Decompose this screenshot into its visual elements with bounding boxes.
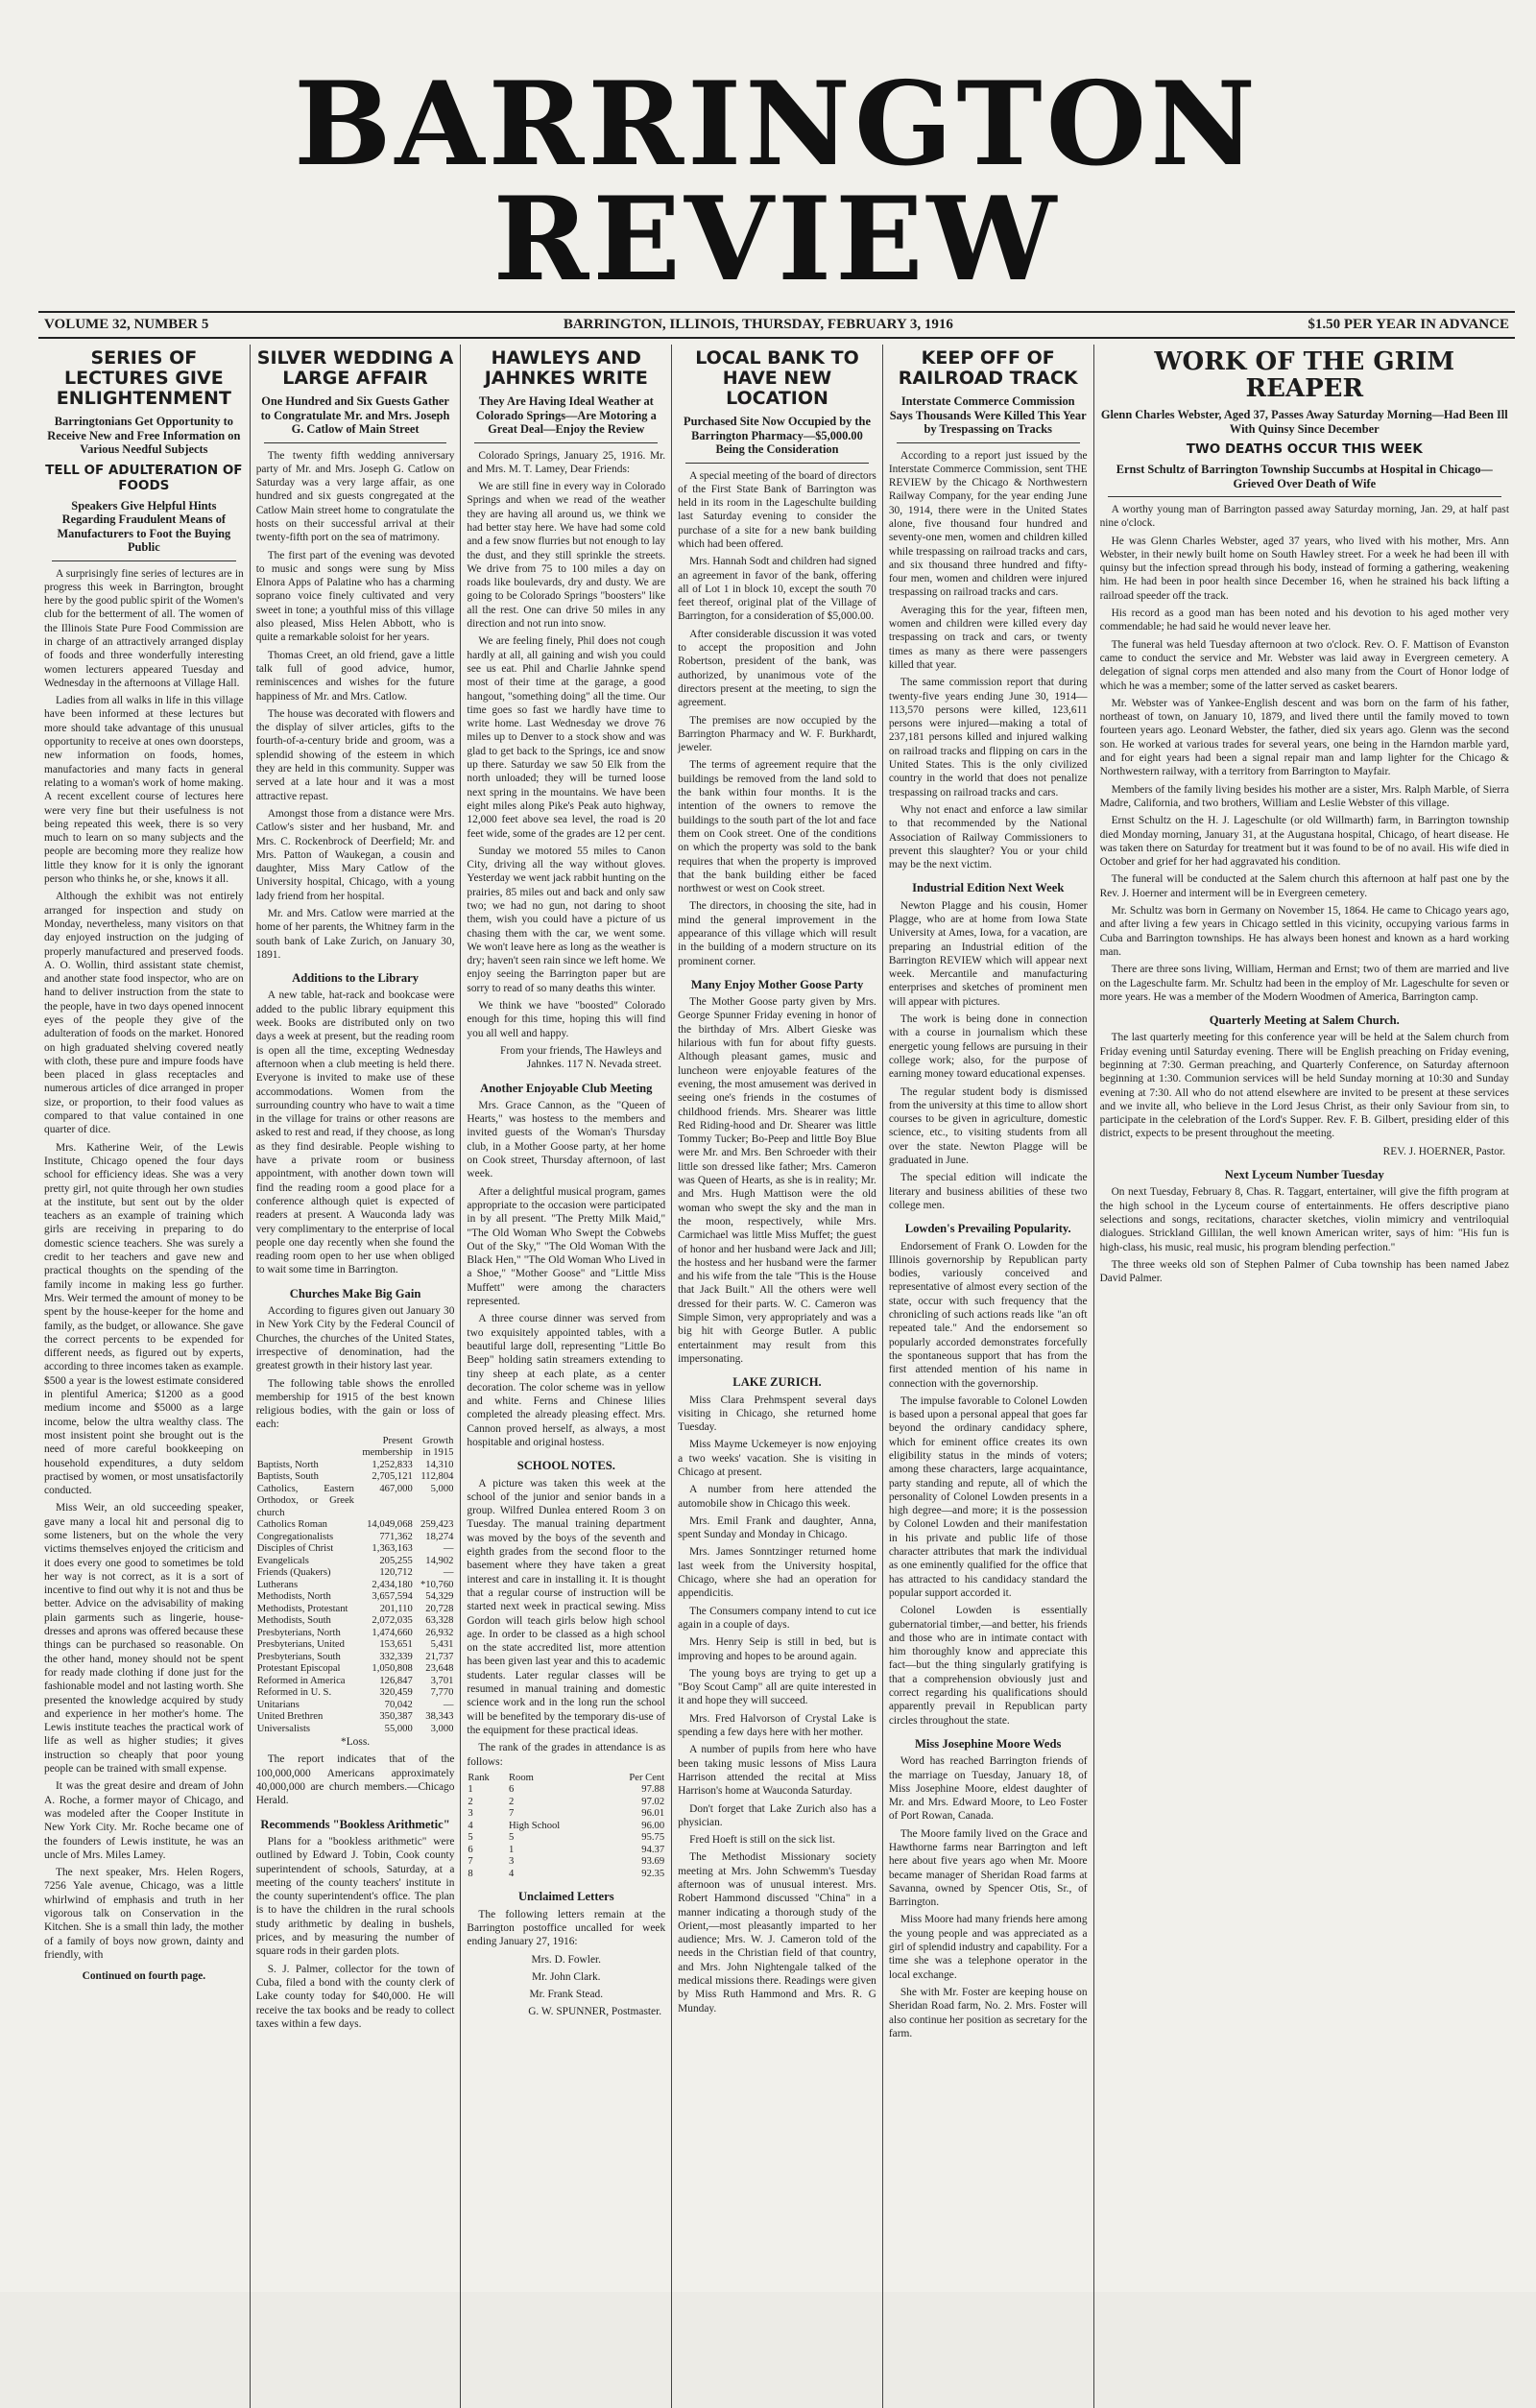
paragraph: The last quarterly meeting for this conference year will be held at the Salem church from Friday evening until Saturday evening. There will be English preaching on Friday evening, beginning at 7:30. German preaching, and Quarterly Conference, on Saturday afternoon beginning at 1:30. Communion services will be held Sunday morning at 10:30 and Sunday evening at 7:30. All who do not attend elsewhere are invited to be present at these services and we invite all, who believe in the Lord Jesus Christ, as their only Saviour from sin, to participate in the celebration of the Lord's Supper. Rev. F. B. Gilbert, presiding elder of this district, expects to be present throughout the meeting. [1099,1032,1509,1140]
table-cell: — [443,1543,454,1555]
paragraph: Mrs. Fred Halvorson of Crystal Lake is spending a few days here with her mother. [678,1712,876,1739]
table-cell: 92.35 [641,1868,665,1879]
table-cell: 1,050,808 [372,1663,413,1675]
table-cell: 2,705,121 [372,1471,413,1483]
table-row [256,1604,455,1616]
dateline [38,311,1515,339]
paragraph: The young boys are trying to get up a "Boy Scout Camp" all are quite interested in it and hope they will succeed. [678,1667,876,1707]
letter-name: Mr. Frank Stead. [529,1989,604,2001]
deck: Barringtonians Get Opportunity to Receive New and Free Information on Various Needful Subjects [47,415,241,456]
divider [897,442,1080,443]
divider [474,442,658,443]
table-cell: 5,000 [430,1483,454,1494]
column-5 [882,345,1093,2408]
headline-railroad: KEEP OFF OF RAILROAD TRACK [898,347,1078,389]
table-cell: Lutherans [256,1579,299,1590]
signature: From your friends, The Hawleys and Jahnkes. 117 N. Nevada street. [500,1044,662,1071]
paragraph: The following letters remain at the Barrington postoffice uncalled for week ending January 27, 1916: [467,1908,666,1948]
paragraph: Mrs. Emil Frank and daughter, Anna, spent Sunday and Monday in Chicago. [678,1514,876,1541]
article-columns [38,345,1515,2408]
table-cell: 18,274 [425,1531,454,1542]
table-cell: — [443,1699,454,1710]
table-cell: 205,255 [379,1555,413,1566]
table-cell: 96.00 [641,1820,665,1831]
table-cell: 1 [468,1784,473,1796]
paragraph: The report indicates that of the 100,000,000 Americans approximately 40,000,000 are church members.—Chicago Herald. [255,1753,455,1807]
table-row [256,1543,455,1556]
table-header: Room [508,1772,534,1783]
deck: Speakers Give Helpful Hints Regarding Fraudulent Means of Manufacturers to Foot the Buying Public [57,498,231,554]
paragraph: A number from here attended the automobile show in Chicago this week. [678,1484,876,1510]
table-cell: Presbyterians, United [256,1639,345,1651]
table-cell: 6 [508,1784,515,1796]
paragraph: Plans for a "bookless arithmetic" were outlined by Edward J. Tobin, Cook county superintendent of schools, Saturday, at a meeting of the county teachers' institute in the county superintendent's office. The plan is to have the children in the rural schools study arithmetic by dealing in bushels, prices, and by measuring the number of square rods in their garden plots. [255,1835,455,1958]
paragraph: It was the great desire and dream of John A. Roche, a former mayor of Chicago, and was modeled after the Cooper Institute in New York City. Mr. Roche became one of the founders of Lewis institute, he was an uncle of Mrs. Miles Lamey. [44,1780,244,1861]
table-cell: 1,252,833 [372,1459,413,1470]
table-cell: 70,042 [384,1699,413,1710]
paragraph: Word has reached Barrington friends of the marriage on Tuesday, January 18, of Miss Josephine Moore, eldest daughter of Mr. and Mrs. Edward Moore, to Leo Foster of Port Rowan, Canada. [888,1755,1088,1823]
paragraph: The directors, in choosing the site, had in mind the general improvement in the appearance of this village which will result in the building of a modern structure on its prominent corner. [678,900,876,967]
paragraph: The work is being done in connection with a course in journalism which these energetic young fellows are pursuing in their college work; also, for the purpose of earning money toward educational expenses. [888,1013,1088,1081]
section-heading: Many Enjoy Mother Goose Party [690,977,864,991]
section-heading: Quarterly Meeting at Salem Church. [1209,1013,1400,1028]
paragraph: A picture was taken this week at the school of the junior and senior bands in a group. Wilfred Dunlea entered Room 3 on Tuesday. The manual training department was moved by the boys of the seventh and eighth grades from the second floor to the basement where they have taken a great interest and care in installing it. It is thought that a regular course of instruction will be started next week in practical sewing. Miss Gordon will teach girls below high school age. In order to be classed as a high school on the state accredited list, more attention has been given last year and this to academic students. Later regular classes will be resumed in manual training and domestic science work and in the long run the school will be benefited by the temporary dis-use of the equipment for these practical ideas. [467,1477,666,1736]
paragraph: A surprisingly fine series of lectures are in progress this week in Barrington, brought here by the good public spirit of the Women's club for the betterment of all. The women of the Illinois State Pure Food Commission are in charge of an attractively arranged display of foods and three wonderfully interesting women lecturers appeared Tuesday and Wednesday in the afternoons at Village Hall. [44,567,244,689]
paragraph: The twenty fifth wedding anniversary party of Mr. and Mrs. Joseph G. Catlow on Saturday was a very large affair, as one hundred and six guests congregated at the Catlow Main street home to congratulate the hosts on their successful arrival at their twenty-fifth port on the sea of matrimony. [255,449,455,544]
paragraph: The following table shows the enrolled membership for 1915 of the best known religious bodies, with the gain or loss of each: [255,1377,455,1431]
table-cell: 7 [508,1808,515,1820]
deck: Purchased Site Now Occupied by the Barrington Pharmacy—$5,000.00 Being the Consideration [684,415,871,456]
paragraph: The Consumers company intend to cut ice again in a couple of days. [678,1605,876,1631]
table-cell: 2,072,035 [372,1615,413,1627]
table-cell: 14,049,068 [367,1519,413,1531]
paragraph: The premises are now occupied by the Barrington Pharmacy and W. F. Burkhardt, jeweler. [678,714,876,754]
paragraph: After considerable discussion it was voted to accept the proposition and John Robertson, president of the bank, was authorized, by unanimous vote of the directors present at the meeting, to sign the agreement. [678,628,876,709]
table-cell: 21,737 [425,1651,454,1662]
table-cell: Reformed in U. S. [256,1687,332,1699]
paragraph: Why not enact and enforce a law similar to that recommended by the National Association of Railway Commissioners to prevent this slaughter? You or your child may be the next victim. [888,803,1088,871]
table-cell: 38,343 [425,1711,454,1723]
subheadline: TWO DEATHS OCCUR THIS WEEK [1186,441,1423,457]
paragraph: The regular student body is dismissed from the university at this time to allow short courses to be given in agriculture, domestic science, etc., to visiting students from all over the state. Newton Plagge will be graduated in June. [888,1085,1088,1167]
table-row [256,1676,455,1688]
paragraph: A special meeting of the board of directors of the First State Bank of Barrington was held in its room in the Lageschulte building last Saturday evening to consider the purchase of a site for a new bank building which had been offered. [678,469,876,550]
subheadline: TELL OF ADULTERATION OF FOODS [45,462,243,493]
table-cell: Unitarians [256,1699,300,1710]
paragraph: Although the exhibit was not entirely arranged for inspection and study on Monday, nevertheless, many visitors on that day enjoyed instruction on the judging of properly manufactured and preserved foods. A. O. Wollin, third assistant state chemist, and another state food inspector, who are on hand to deliver instruction from the state to the people, have in two days opened innocent eyes of the people they give of the adulteration of foods on the market. Honored on high graduated shelving covered neatly with cloth, these pure and impure foods have been placed in glass receptacles and numerous articles of dice arranged in proper size, or proportion, to their food values as compared to that value contained in one quarter of dice. [44,891,244,1136]
paragraph: A number of pupils from here who have been taking music lessons of Miss Laura Harrison attended the recital at Miss Harrison's home at Wauconda Saturday. [678,1744,876,1798]
table-row [256,1484,455,1520]
table-cell: 97.02 [641,1796,665,1807]
paragraph: Mrs. James Sonntzinger returned home last week from the University hospital, Chicago, where she had an operation for appendicitis. [678,1546,876,1600]
table-cell: 7 [468,1856,473,1868]
table-cell: 4 [468,1820,473,1831]
table-cell: 8 [468,1868,473,1879]
table-row [467,1808,665,1821]
paragraph: Miss Moore had many friends here among the young people and was appreciated as a girl of splendid industry and capability. For a time she was a telephone operator in the local exchange. [888,1914,1088,1981]
table-row [467,1821,665,1833]
table-cell: 23,648 [425,1663,454,1675]
table-cell: 3,701 [430,1675,454,1686]
table-cell: 93.69 [641,1856,665,1868]
table-header [256,1436,355,1460]
table-row [256,1580,455,1592]
place-date: BARRINGTON, ILLINOIS, THURSDAY, FEBRUARY 3, 1916 [563,317,953,332]
paragraph: Ernst Schultz on the H. J. Lageschulte (or old Willmarth) farm, in Barrington township died Monday morning, January 31, at the Augustana hospital, Chicago, of heart disease. He was taken there on Saturday for treatment but it was found to be of no avail. His wife died in October and grief for her had aggravated his condition. [1099,815,1509,869]
signature: G. W. SPUNNER, Postmaster. [528,2006,662,2018]
paragraph: Mrs. Grace Cannon, as the "Queen of Hearts," was hostess to the members and invited guests of the Woman's Thursday club, in a Mother Goose party, at her home on Cook street, Thursday afternoon, of last week. [467,1099,666,1180]
paragraph: Mr. Webster was of Yankee-English descent and was born on the farm of his father, northeast of town, on January 10, 1879, and lived there until the family moved to town fourteen years ago. Leonard Webster, the father, died six years ago. Glenn was the second son. He worked at various trades for several years, one being in the Harndon marble yard, and for eight years had been a signal repair man and lamp lighter for the Chicago & Northwestern railway, with a territory from Barrington to Mayfair. [1099,697,1509,778]
table-row [467,1832,665,1845]
paragraph: Sunday we motored 55 miles to Canon City, driving all the way without gloves. Yesterday we went jack rabbit hunting on the prairies, 85 miles out and back and only saw two; we had no gun, not daring to shoot them, wish you could have a picture of us chasing them with the car, we went some. We won't leave here as long as the weather is dry; haven't seen rain since we left home. We enjoy seeing the Barrington paper but are sorry to read of so many deaths this winter. [467,845,666,994]
section-heading: Additions to the Library [292,971,420,986]
footnote: *Loss. [341,1736,371,1749]
table-cell: 94.37 [641,1844,665,1855]
section-heading: LAKE ZURICH. [732,1375,822,1390]
paragraph: Don't forget that Lake Zurich also has a physician. [678,1802,876,1828]
paragraph: The Mother Goose party given by Mrs. George Spunner Friday evening in honor of the birthday of Mrs. Albert Gieske was hilarious with fun for about fifty guests. Although pleasant games, music and luncheon were enjoyable features of the evening, the most amusement was derived in seeing one's friends in the costumes of childhood friends. Mrs. Shearer was little Red Riding-hood and Dr. Shearer was little Tommy Tucker; Bo-Peep and little Boy Blue were Mr. and Mrs. Ben Schroeder with their little son dressed like father; Mrs. Cameron was Queen of Hearts, as she is in reality; Mr. and Mrs. Hugh Mattison were the old woman who swept the sky and the man in the moon, respectively, while Mrs. Carmichael was little Miss Muffet; the guest of honor and her husband were Jack and Jill; the hostess and her husband were the farmer and his wife from the tale "This is the House that Jack Built." All the others were well dressed for their parts. W. C. Cameron was Simple Simon, very appropriately and was a big hit with George Butler. A public entertainment may result from this impersonating. [678,996,876,1365]
signature: REV. J. HOERNER, Pastor. [1382,1145,1505,1157]
paragraph: Newton Plagge and his cousin, Homer Plagge, who are at home from Iowa State University at Ames, Iowa, for a vacation, are preparing an Industrial edition of the Barrington REVIEW which will appear next week. Mercantile and manufacturing enterprises and sketches of prominent men will appear with pictures. [888,899,1088,1008]
column-2 [250,345,461,2408]
section-heading: Another Enjoyable Club Meeting [480,1081,653,1095]
table-cell: Friends (Quakers) [256,1567,331,1579]
paragraph: Amongst those from a distance were Mrs. Catlow's sister and her husband, Mr. and Mrs. C. Rockenbrock of Deerfield; Mr. and Mrs. Patton of Waukegan, a cousin and daughter, Miss Mary Catlow of the University hospital, Chicago, with a young lady friend from her hospital. [255,807,455,902]
table-row [256,1519,455,1532]
table-cell: 97.88 [641,1784,665,1796]
paragraph: A worthy young man of Barrington passed away Saturday morning, Jan. 29, at half past nine o'clock. [1099,504,1509,530]
table-cell: 14,902 [425,1555,454,1566]
table-header: Per Cent [629,1772,665,1783]
table-cell: 771,362 [379,1531,413,1542]
table-cell: Presbyterians, North [256,1627,341,1638]
table-cell: 96.01 [641,1808,665,1820]
table-row [256,1663,455,1676]
section-heading: Next Lyceum Number Tuesday [1224,1168,1384,1182]
headline-local-bank: LOCAL BANK TO HAVE NEW LOCATION [695,347,859,409]
table-cell: Protestant Episcopal [256,1663,341,1675]
paragraph: He was Glenn Charles Webster, aged 37 years, who lived with his mother, Mrs. Ann Webster, in their newly built home on South Hawley street. For a week he had been ill with quinsy but the infection spread through his body, instead of forming a gathering, weakening him. He had been in poor health since December 16, when he strained his back lifting a railroad speeder off the track. [1099,535,1509,602]
subscription-price: $1.50 PER YEAR IN ADVANCE [1308,317,1509,332]
table-cell: 2,434,180 [372,1579,413,1590]
table-cell: 3,657,594 [372,1591,413,1603]
paragraph: Mrs. Hannah Sodt and children had signed an agreement in favor of the bank, offering all of Lot 1 in block 10, except the south 70 feet thereof, original plat of the Village of Barrington, for a consideration of $5,000.00. [678,556,876,623]
paragraph: A three course dinner was served from two exquisitely appointed tables, with a beautiful large doll, representing "Little Bo Beep" holding satin streamers extending to tiny sheep at each plate, as a center decoration. The color scheme was in yellow and white. Ferns and Chinese lilies completed the already pleasing effect. Mrs. Cannon proved herself, as always, a most hospitable and original hostess. [467,1313,666,1448]
table-header: Present membership [362,1435,413,1459]
table-cell: 54,329 [425,1591,454,1603]
table-cell: 1,363,163 [372,1543,413,1555]
paragraph: The terms of agreement require that the buildings be removed from the land sold to the bank within four months. It is the intention of the owners to remove the buildings to the south part of the lot and face them on Cook street. One of the conditions on which the property was sold to the bank requires that when the property is improved that the bank building either be faced northwest or west on Cook street. [678,759,876,895]
table-row [256,1639,455,1652]
table-row [256,1652,455,1664]
table-cell: 26,932 [425,1627,454,1638]
paragraph: The Moore family lived on the Grace and Hawthorne farms near Barrington and left here about five years ago when Mr. Moore became manager of Sheridan Road farms at Savanna, owned by Spencer Otis, Sr., of Barrington. [888,1827,1088,1909]
table-cell: 467,000 [379,1483,413,1494]
deck: Interstate Commerce Commission Says Thousands Were Killed This Year by Trespassing on Tracks [889,394,1087,436]
table-cell: Baptists, North [256,1459,319,1470]
table-cell: Disciples of Christ [256,1543,334,1555]
paragraph: We think we have "boosted" Colorado enough for this time, hoping this will find you all well and happy. [467,1000,666,1039]
paragraph: Miss Weir, an old succeeding speaker, gave many a local hit and personal dig to some listeners, but on the whole the very victims themselves enjoyed the criticism and it does every one good to sometimes be told her way is not correct, as it is a sort of incentive to find out why it is not and thus be better. Advice on the advisability of making plain garments such as lingerie, house-dresses and aprons was offered because these things can be purchased so reasonable. On the other hand, money should not be spent for ready made clothing if done just for the fashionable model and not lasting worth. She presented the knowledge acquired by study and experience in her mother's home. The Lewis institute teaches the practical work of life as well as higher studies; it gives instruction so cheaply that poor young people can be trained with small expense. [44,1502,244,1776]
column-6 [1093,345,1515,2408]
paragraph: The impulse favorable to Colonel Lowden is based upon a personal appeal that goes far beyond the ordinary candidacy sphere, which for eminent office creates its own eligibility status in the minds of voters; among these characters, large acquaintance, party standing and repute, all of which the personality of Colonel Lowden presents in a high degree—and more; it is the possession by Colonel Lowden and their manifestation in his private and public life of those character attributes that mark the individual as one eminently qualified for the office that has attracted to his candidacy standard the popular support accorded it. [888,1395,1088,1599]
table-row [256,1724,455,1736]
letter-name: Mrs. D. Fowler. [531,1953,602,1966]
table-cell: Congregationalists [256,1531,334,1542]
table-cell: Catholics, Eastern Orthodox, or Greek church [256,1483,354,1518]
table-cell: 153,651 [379,1639,413,1651]
section-heading: Recommends "Bookless Arithmetic" [260,1817,450,1831]
divider [1108,496,1501,497]
table-cell: 1,474,660 [372,1627,413,1638]
paragraph: Endorsement of Frank O. Lowden for the Illinois governorship by Republican party bodies, variously conceived and representative of almost every section of the state, occur with such frequency that the chronicling of such actions reads like "an oft repeated tale." And the endorsement so popularly accorded demonstrates forcefully the spontaneous support that has from the first attended mention of his name in connection with the governorship. [888,1240,1088,1390]
divider [52,560,236,561]
headline-hawleys: HAWLEYS AND JAHNKES WRITE [484,347,648,389]
table-row [467,1797,665,1809]
paragraph: According to figures given out January 30 in New York City by the Federal Council of Churches, the churches of the United States, irrespective of denomination, had the greatest growth in their history last year. [255,1305,455,1372]
deck: They Are Having Ideal Weather at Colorado Springs—Are Motoring a Great Deal—Enjoy the Review [475,394,657,436]
table-cell: 20,728 [425,1603,454,1614]
paragraph: Averaging this for the year, fifteen men, women and children were killed every day trespassing on track and cars, or twenty times as many as there were passengers killed that year. [888,604,1088,671]
table-cell: 259,423 [420,1519,454,1531]
table-cell: 350,387 [379,1711,413,1723]
table-cell: 201,110 [379,1603,413,1614]
table-cell: 63,328 [425,1615,454,1627]
section-heading: Lowden's Prevailing Popularity. [904,1222,1071,1236]
table-cell: 3 [468,1808,473,1820]
table-cell: 14,310 [425,1459,454,1470]
paragraph: Mrs. Katherine Weir, of the Lewis Institute, Chicago opened the four days school for efficiency ideas. She was a very pretty girl, not quite through her own studies at the institute, but sent out by the older teachers as an example of training which girls are receiving in preparing to do domestic science teachers. She was surely a credit to her teachers and gave new and practical thoughts on the spending of the family income in making less go further. Mrs. Weir termed the amount of money to be spent by the house-keeper for the home and family, as the budget, or allowance. She gave the correct percents to be expended for different needs, as figured out by experts, according to three incomes taken as example. $500 a year is the lowest estimate considered in plentiful America; $1200 as a good medium income and $5000 as a large income, below the ultra wealthy class. The most insistent point she brought out is the need of more careful bookkeeping on household expenditures, a duty seldom practised by women, or most unsatisfactorily conducted. [44,1141,244,1497]
paragraph: She with Mr. Foster are keeping house on Sheridan Road farm, No. 2. Mrs. Foster will also continue her position as secretary for the farm. [888,1986,1088,2039]
deck: Glenn Charles Webster, Aged 37, Passes Away Saturday Morning—Had Been Ill With Quinsy Since December [1100,408,1508,436]
table-row [256,1711,455,1724]
volume-number: VOLUME 32, NUMBER 5 [44,317,209,332]
column-1 [38,345,250,2408]
paragraph: Ladies from all walks in life in this village have been informed at these lectures but more should take advantage of this unusual opportunity to receive at ones own doorsteps, new information on foods, homes, manufactories and many facts in general relating to a woman's work of home making. A recent excellent course of lectures here were very fine but their usefulness is not being repeated this week, there is so very much to learn on so many subjects and the people are becoming more they realize how little they know for it is only the ignorant person who thinks he, or she, knows it all. [44,695,244,886]
attendance-rank-table [467,1773,665,1881]
table-row [256,1532,455,1544]
paragraph: According to a report just issued by the Interstate Commerce Commission, sent THE REVIEW by the Chicago & Northwestern Railway Company, for the year ending June 30, 1914, there were in the United States alone, five thousand four hundred and seventy-one men, women and children killed while trespassing on railroad tracks and cars, and six thousand three hundred and fifty-four men, women and children were injured trespassing on railroad tracks and cars. [888,449,1088,599]
table-row [256,1628,455,1640]
paragraph: Mrs. Henry Seip is still in bed, but is improving and hopes to be around again. [678,1636,876,1662]
continued-note: Continued on fourth page. [82,1970,206,1983]
paragraph: His record as a good man has been noted and his devotion to his aged mother very commendable; he had said he would never leave her. [1099,608,1509,633]
section-heading: SCHOOL NOTES. [516,1459,615,1473]
masthead-title: BARRINGTON REVIEW [294,57,1260,307]
table-row [256,1615,455,1628]
headline-grim-reaper: WORK OF THE GRIM REAPER [1154,347,1455,403]
paragraph: Mr. and Mrs. Catlow were married at the home of her parents, the Whitney farm in the south bank of Lake Zurich, on January 30, 1891. [255,908,455,961]
deck: One Hundred and Six Guests Gather to Congratulate Mr. and Mrs. Joseph G. Catlow of Main Street [260,394,450,436]
table-cell: 1 [508,1844,515,1855]
table-cell: Methodists, South [256,1615,331,1627]
paragraph: S. J. Palmer, collector for the town of Cuba, filed a bond with the county clerk of Lake county today for $40,000. He will receive the tax books and be ready to collect taxes within a few days. [255,1963,455,2030]
table-cell: 320,459 [379,1687,413,1699]
paragraph: Miss Mayme Uckemeyer is now enjoying a two weeks' vacation. She is visiting in Chicago at present. [678,1439,876,1478]
table-cell: 2 [468,1796,473,1807]
table-row [467,1845,665,1857]
table-cell: 4 [508,1868,515,1879]
section-heading: Miss Josephine Moore Weds [914,1736,1062,1751]
table-cell: *10,760 [420,1579,454,1590]
table-cell: 95.75 [641,1832,665,1844]
paragraph: Colorado Springs, January 25, 1916. Mr. and Mrs. M. T. Lamey, Dear Friends: [467,449,666,475]
table-cell: Methodists, Protestant [256,1603,348,1614]
table-cell: 55,000 [384,1723,413,1734]
headline-silver-wedding: SILVER WEDDING A LARGE AFFAIR [256,347,454,389]
paragraph: Thomas Creet, an old friend, gave a little talk full of good advice, humor, reminiscences and wishes for the future happiness of Mr. and Mrs. Catlow. [255,649,455,703]
table-cell: 3,000 [430,1723,454,1734]
paragraph: After a delightful musical program, games appropriate to the occasion were participated in by all present. "The Pretty Milk Maid," "The Old Woman Who Swept the Cobwebs Out of the Sky," "The Old Woman With the Black Hen," "The Old Woman Who Lived in a Shoe," "Mother Goose" and "Little Miss Muffett" were among the characters represented. [467,1185,666,1308]
table-cell: 120,712 [379,1567,413,1579]
table-cell: 112,804 [420,1471,454,1483]
table-row [467,1869,665,1881]
table-row [256,1567,455,1580]
table-header: Growth in 1915 [422,1435,454,1459]
paragraph: The Methodist Missionary society meeting at Mrs. John Schwemm's Tuesday afternoon was of unusual interest. Mrs. Robert Hammond discussed "China" in a manner indicating a thorough study of the Orient,—most pleasantly imparted to her audience; Mrs. W. J. Cameron told of the needs in the Christian field of that country, and Mrs. John Nightengale talked of the medical missions there. Readings were given by Miss Ruth Hammond and Mrs. R. G Munday. [678,1851,876,2015]
church-membership-table [256,1436,455,1736]
table-row [256,1591,455,1604]
table-cell: 5 [468,1832,473,1844]
table-cell: United Brethren [256,1711,324,1723]
paragraph: The funeral was held Tuesday afternoon at two o'clock. Rev. O. F. Mattison of Evanston came to conduct the service and Mr. Webster was laid away in Evergreen cemetery. A delegation of signal corps men attended and also many from the Court of Honor lodge of which he was a member; some of the latter served as casket bearers. [1099,638,1509,692]
table-cell: 7,770 [430,1687,454,1699]
table-cell: 332,339 [379,1651,413,1662]
section-heading: Industrial Edition Next Week [912,881,1065,895]
paragraph: Members of the family living besides his mother are a sister, Mrs. Ralph Marble, of Sierra Madre, California, and two brothers, William and Leslie Webster of this village. [1099,783,1509,809]
table-row [467,1856,665,1869]
paragraph: There are three sons living, William, Herman and Ernst; two of them are married and live on the Lageschulte farm. Mr. Schultz had been in the employ of Mr. Lageschulte for seven or more years. He was a member of the Modern Woodmen of America, Barrington camp. [1099,964,1509,1003]
paragraph: Colonel Lowden is essentially gubernatorial timber,—and better, his friends and those who are in intimate contact with him thoroughly know and appreciate this fact—but the thing singularly gratifying is that a comprehension obviously just and correct regarding his qualifications should apparently prevail in Republican party circles throughout the state. [888,1605,1088,1727]
table-cell: — [443,1567,454,1579]
table-header: Rank [468,1772,490,1783]
column-4 [671,345,882,2408]
table-row [256,1700,455,1712]
paragraph: The house was decorated with flowers and the display of silver articles, gifts to the fourth-of-a-century bride and groom, was a splendid showing of the esteem in which they are held in this community. Supper was served at a late hour and it was a most attractive repast. [255,707,455,802]
table-cell: 5,431 [430,1639,454,1651]
table-cell: Baptists, South [256,1471,319,1483]
divider [685,463,869,464]
paragraph: Fred Hoeft is still on the sick list. [689,1834,836,1847]
paragraph: Miss Clara Prehmspent several days visiting in Chicago, she returned home Tuesday. [678,1394,876,1434]
table-row [256,1687,455,1700]
paragraph: The three weeks old son of Stephen Palmer of Cuba township has been named Jabez David Palmer. [1099,1258,1509,1285]
paragraph: A new table, hat-rack and bookcase were added to the public library equipment this week. Books are distributed only on two days a week at present, but the reading room is open all the time, excepting Wednesday afternoon when a club meeting is held there. Everyone is invited to make use of these accommodations. Women from the surrounding country who have to wait a time in the village for trains or other reasons are asked to rest and read, if they choose, as long as they find desirable. People wishing to have a private room or business appointment, with another down town will find the reading room a good place for a conference although quiet is expected of readers at present. A Wauconda lady was very complimentary to the enterprise of local people one day recently when she found the reading room open to her use when obliged to wait some time in Barrington. [255,989,455,1276]
table-cell: 3 [508,1856,515,1868]
section-heading: Churches Make Big Gain [289,1286,421,1300]
deck: Ernst Schultz of Barrington Township Succumbs at Hospital in Chicago—Grieved Over Death of Wife [1116,463,1493,490]
table-cell: Reformed in America [256,1675,346,1686]
paragraph: We are feeling finely, Phil does not cough hardly at all, all gaining and wish you could see us eat. Phil and Charlie Jahnke spend most of their time at the garage, a good hangout, "something doing" all the time. Our time goes so fast we hardly have time to write home. Last Wednesday we drove 76 miles up to Denver to a stock show and was glad to get back to the Springs, ice and snow up there. Saturday we saw 50 Elk from the north unloaded; they will be turned loose next spring in the mountains. We have been eight miles along Pike's Peak auto highway, 12,000 feet above sea level, the road is 20 feet wide, some of the grades are 12 per cent. [467,635,666,840]
table-row [256,1556,455,1568]
headline-lectures: SERIES OF LECTURES GIVE ENLIGHTENMENT [56,347,231,409]
paragraph: The funeral will be conducted at the Salem church this afternoon at half past one by the Rev. J. Hoerner and interment will be in Evergreen cemetery. [1099,873,1509,899]
table-cell: 126,847 [379,1675,413,1686]
paragraph: The same commission report that during twenty-five years ending June 30, 1914—113,570 persons were killed, 123,611 persons were injured—making a total of 237,181 persons killed and injured walking on railroad tracks and flipping on cars in the United States. This is the only civilized country in the world that does not penalize trespassing on railroad tracks and cars. [888,677,1088,799]
paragraph: The rank of the grades in attendance is as follows: [467,1742,666,1768]
table-cell: 6 [468,1844,473,1855]
table-cell: Presbyterians, South [256,1651,341,1662]
table-row [256,1460,455,1472]
table-row [467,1784,665,1797]
paragraph: The special edition will indicate the literary and business abilities of these two college men. [888,1172,1088,1211]
table-cell: Catholics Roman [256,1519,327,1531]
table-cell: Universalists [256,1723,311,1734]
paragraph: The first part of the evening was devoted to music and songs were sung by Miss Elnora Apps of Palatine who has a charming soprano voice finely cultivated and very sweet in tone; a youthful miss of this village also pleased, Miss Helen Abbott, who is quite a remarkable soloist for her years. [255,549,455,644]
paragraph: Mr. Schultz was born in Germany on November 15, 1864. He came to Chicago years ago, and after living a few years in Chicago settled in this vicinity, occupying various farms in Cuba and Barrington townships. He has always been honest and known as a hard working man. [1099,905,1509,958]
table-cell: High School [508,1820,561,1831]
paragraph: The next speaker, Mrs. Helen Rogers, 7256 Yale avenue, Chicago, was a little whirlwind of emphasis and truth in her vigorous talk on Conservation in the Kitchen. She is a small thin lady, the mother of a family of boys now grown, dainty and friendly, with [44,1867,244,1961]
table-cell: Evangelicals [256,1555,309,1566]
paragraph: On next Tuesday, February 8, Chas. R. Taggart, entertainer, will give the fifth program at the high school in the Lyceum course of entertainments. He offers descriptive piano selections and songs, recitations, character sketches, violin mimicry and ventriloquial dialogues. Strickland Gillilan, the well known American writer, says of him: "His fun is high-class, his music, real music, his program blending perfection." [1099,1186,1509,1253]
table-cell: Methodists, North [256,1591,331,1603]
letter-name: Mr. John Clark. [532,1970,601,1983]
section-heading: Unclaimed Letters [517,1890,614,1904]
table-row [256,1471,455,1484]
paragraph: We are still fine in every way in Colorado Springs and when we read of the weather they are having all around us, we think we had better stay here. We have had some cold and a few snow flurries but not enough to lay the dust, and they still sprinkle the streets. We drive from 75 to 100 miles a day on roads like boulevards, dry and dusty. We are going to be Colorado Springs "boosters" like all the rest. One can drive 50 miles in any direction and not run into snow. [467,481,666,631]
table-cell: 5 [508,1832,515,1844]
column-3 [460,345,671,2408]
divider [264,442,447,443]
table-cell: 2 [508,1796,515,1807]
